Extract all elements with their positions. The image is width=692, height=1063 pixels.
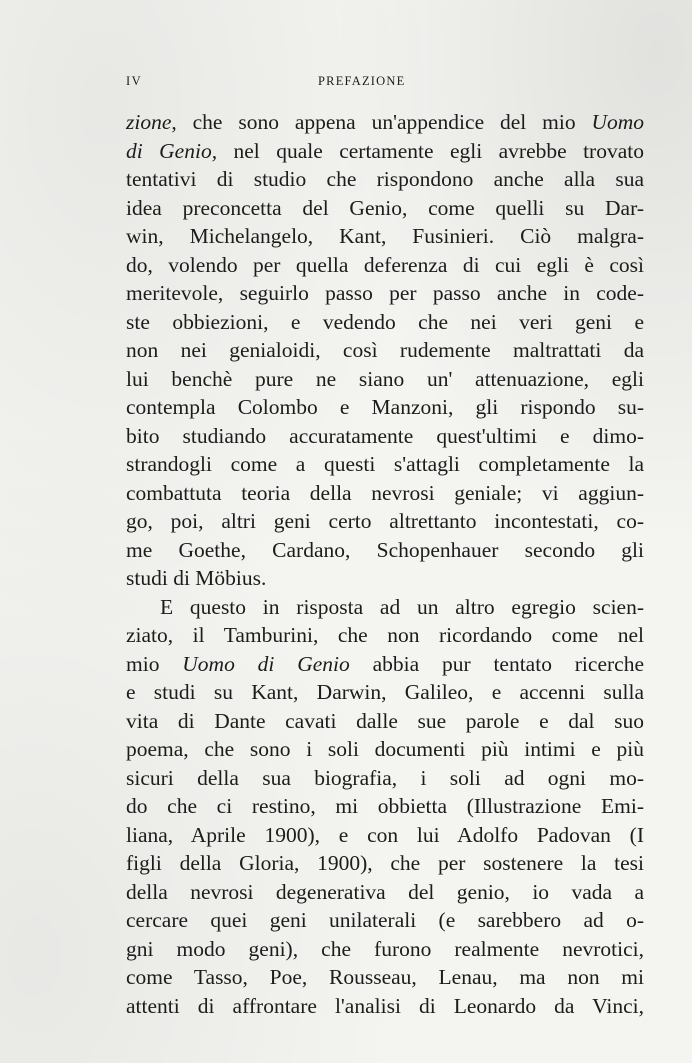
italic-text: zione (126, 110, 172, 134)
text-line (126, 621, 644, 650)
text-segment: nel quale certamente egli avrebbe trovato (217, 138, 644, 163)
text-segment: figli della Gloria, 1900), che per sostenere la tesi (126, 851, 644, 875)
text-line (126, 137, 644, 166)
text-segment: e studi su Kant, Darwin, Galileo, e accenni sulla (126, 680, 644, 704)
body-text (126, 108, 644, 1020)
text-line (126, 365, 644, 394)
text-segment: strandogli come a questi s'attagli completamente la (126, 452, 644, 476)
text-segment: cercare quei geni unilaterali (e sarebbero ad o- (126, 908, 644, 932)
text-segment: della nevrosi degenerativa del genio, io vada a (126, 879, 644, 904)
text-line (126, 336, 644, 365)
text-line (126, 450, 644, 479)
text-segment: go, poi, altri geni certo altrettanto incontestati, co- (126, 509, 644, 533)
text-segment: do che ci restino, mi obbietta (Illustrazione Emi- (126, 794, 644, 818)
text-segment: liana, Aprile 1900), e con lui Adolfo Padovan (I (126, 822, 644, 847)
text-segment: tentativi di studio che rispondono anche alla sua (126, 167, 644, 191)
text-line (126, 878, 644, 907)
text-segment: win, Michelangelo, Kant, Fusinieri. Ciò malgra- (126, 224, 644, 248)
text-segment: abbia pur tentato ricerche (349, 651, 644, 676)
text-segment: bito studiando accuratamente quest'ultimi e dimo- (126, 423, 644, 448)
text-segment: meritevole, seguirlo passo per passo anche in code- (126, 281, 644, 305)
text-segment: vita di Dante cavati dalle sue parole e dal suo (126, 708, 644, 733)
text-line (126, 906, 644, 935)
text-line (126, 707, 644, 736)
text-line (126, 678, 644, 707)
text-segment: ste obbiezioni, e vedendo che nei veri geni e (126, 309, 644, 334)
running-title: PREFAZIONE (318, 74, 406, 88)
text-segment: poema, che sono i soli documenti più intimi e più (126, 737, 644, 761)
text-segment: mio (126, 651, 183, 676)
text-line (126, 935, 644, 964)
text-line (126, 222, 644, 251)
text-segment: attenti di affrontare l'analisi di Leonardo da Vinci, (126, 993, 644, 1018)
text-segment: me Goethe, Cardano, Schopenhauer secondo gli (126, 537, 644, 562)
text-segment: idea preconcetta del Genio, come quelli su Dar- (126, 195, 644, 220)
italic-text: Uomo (591, 110, 644, 134)
text-segment: studi di Möbius. (126, 566, 267, 590)
text-segment: sicuri della sua biografia, i soli ad ogni mo- (126, 765, 644, 790)
text-line (126, 108, 644, 137)
text-segment: ziato, il Tamburini, che non ricordando come nel (126, 623, 644, 647)
text-segment: lui benchè pure ne siano un' attenuazione, egli (126, 366, 644, 391)
text-line (126, 593, 644, 622)
text-line (126, 507, 644, 536)
text-line (126, 279, 644, 308)
text-line (126, 792, 644, 821)
text-segment: combattuta teoria della nevrosi geniale; vi aggiun- (126, 480, 644, 505)
text-line (126, 194, 644, 223)
text-line (126, 963, 644, 992)
text-line (126, 849, 644, 878)
text-segment: contempla Colombo e Manzoni, gli rispondo su- (126, 395, 644, 419)
text-line (126, 422, 644, 451)
text-line (126, 536, 644, 565)
text-line (126, 308, 644, 337)
text-line (126, 992, 644, 1021)
text-line (126, 821, 644, 850)
text-line (126, 251, 644, 280)
text-segment: gni modo geni), che furono realmente nevrotici, (126, 936, 644, 961)
text-segment: come Tasso, Poe, Rousseau, Lenau, ma non mi (126, 965, 644, 989)
page-number: IV (126, 74, 143, 88)
text-line (126, 764, 644, 793)
text-line (126, 393, 644, 422)
italic-text: di Genio, (126, 138, 218, 163)
text-segment: E questo in risposta ad un altro egregio scien- (160, 594, 644, 619)
text-line (126, 479, 644, 508)
text-line (126, 650, 644, 679)
text-line (126, 564, 644, 593)
text-segment: do, volendo per quella deferenza di cui egli è così (126, 252, 644, 277)
text-line (126, 165, 644, 194)
italic-text: Uomo di Genio (182, 651, 350, 676)
running-head (126, 74, 642, 94)
text-segment: , che sono appena un'appendice del mio (171, 110, 592, 134)
text-line (126, 735, 644, 764)
text-segment: non nei genialoidi, così rudemente maltrattati da (126, 338, 644, 362)
